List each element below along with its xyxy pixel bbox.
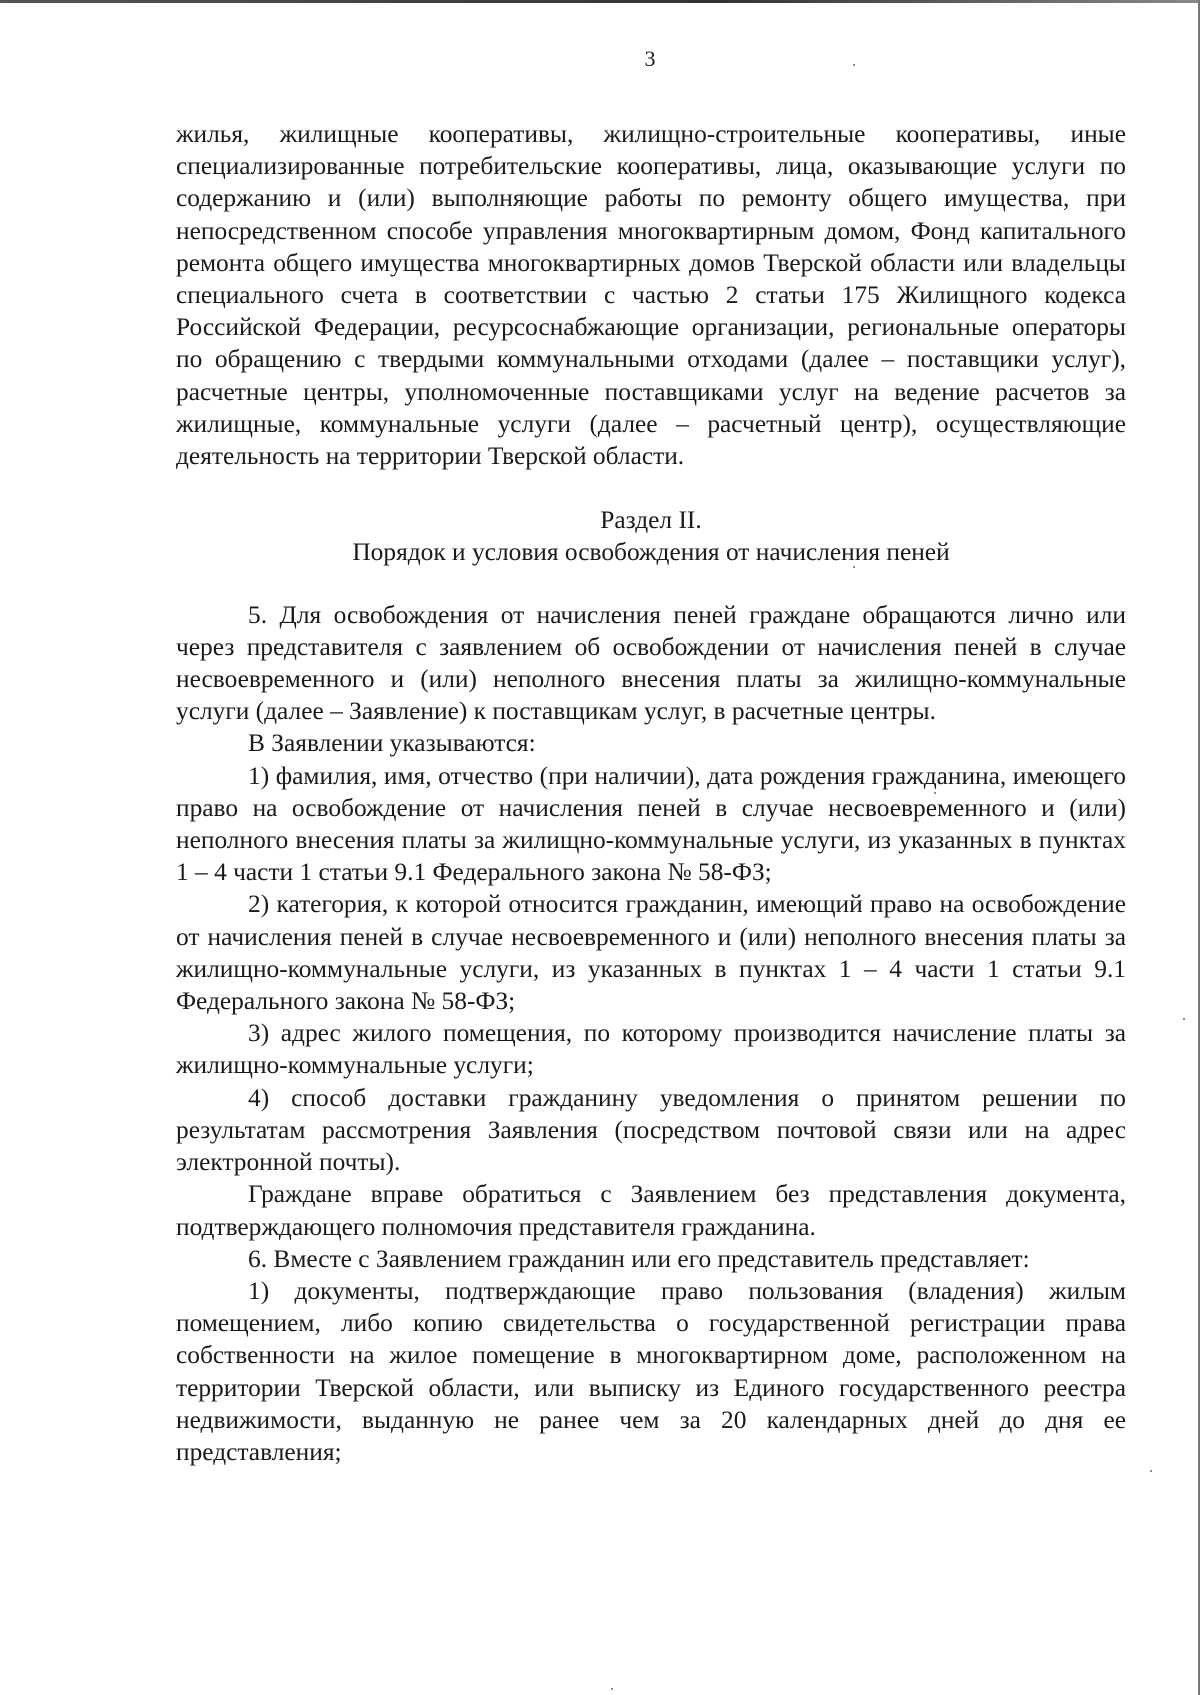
- section-number: Раздел II.: [600, 506, 702, 535]
- paragraph-6-item-1: 1) документы, подтверждающие право пользования (владения) жилым помещением, либо копию свидетельства о государственной регистрации права собственности на жилое помещение в многоквартирном доме, расположенном на территории Тверской области, или выписку из Единого государственного реестра недвижимости, выданную не ранее чем за 20 календарных дней до дня ее представления;: [176, 1276, 1126, 1466]
- paragraph-representative: Граждане вправе обратиться с Заявлением без представления документа, подтверждающего полномочия представителя гражданина.: [176, 1180, 1126, 1241]
- paragraph-5: 5. Для освобождения от начисления пеней граждане обращаются лично или через представителя с заявлением об освобождении от начисления пеней в случае несвоевременного и (или) неполного внесения платы за жилищно-коммунальные услуги (далее – Заявление) к поставщикам услуг, в расчетные центры.: [176, 600, 1126, 726]
- section-title: Порядок и условия освобождения от начисления пеней: [352, 538, 950, 567]
- list-item-3: 3) адрес жилого помещения, по которому производится начисление платы за жилищно-коммунальные услуги;: [176, 1019, 1126, 1080]
- scan-speck: [611, 1688, 613, 1690]
- paragraph-6: 6. Вместе с Заявлением гражданин или его представитель представляет:: [248, 1244, 1030, 1273]
- scan-speck: [1183, 1018, 1185, 1020]
- paragraph-statement-contents: В Заявлении указываются:: [248, 729, 536, 758]
- list-item-2: 2) категория, к которой относится гражданин, имеющий право на освобождение от начисления пеней в случае несвоевременного и (или) неполного внесения платы за жилищно-коммунальные услуги, из указанных в пунктах 1 – 4 части 1 статьи 9.1 Федерального закона № 58-ФЗ;: [176, 890, 1126, 1016]
- scan-top-edge: [0, 0, 1200, 3]
- scan-speck: [1150, 1470, 1152, 1472]
- page-number: 3: [644, 46, 656, 71]
- intro-paragraph: жилья, жилищные кооперативы, жилищно-строительные кооперативы, иные специализированные потребительские кооперативы, лица, оказывающие услуги по содержанию и (или) выполняющие работы по ремонту общего имущества, при непосредственном способе управления многоквартирным домом, Фонд капитального ремонта общего имущества многоквартирных домов Тверской области или владельцы специального счета в соответствии с частью 2 статьи 175 Жилищного кодекса Российской Федерации, ресурсоснабжающие организации, региональные операторы по обращению с твердыми коммунальными отходами (далее – поставщики услуг), расчетные центры, уполномоченные поставщиками услуг на ведение расчетов за жилищные, коммунальные услуги (далее – расчетный центр), осуществляющие деятельность на территории Тверской области.: [176, 120, 1126, 471]
- document-body: [176, 118, 1126, 1468]
- list-item-4: 4) способ доставки гражданину уведомления о принятом решении по результатам рассмотрения Заявления (посредством почтовой связи или на адрес электронной почты).: [176, 1083, 1126, 1177]
- list-item-1: 1) фамилия, имя, отчество (при наличии), дата рождения гражданина, имеющего право на освобождение от начисления пеней в случае несвоевременного и (или) неполного внесения платы за жилищно-коммунальные услуги, из указанных в пунктах 1 – 4 части 1 статьи 9.1 Федерального закона № 58-ФЗ;: [176, 761, 1126, 887]
